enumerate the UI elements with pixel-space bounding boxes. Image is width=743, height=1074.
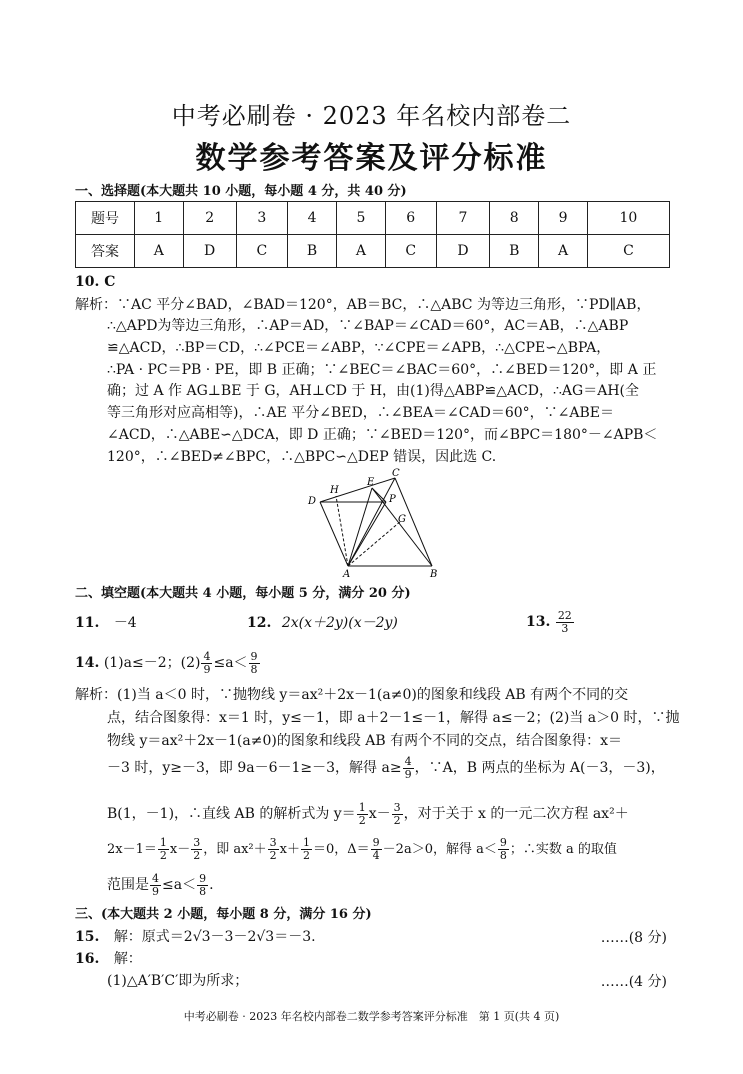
q14-line [107,868,214,902]
table-row-numbers [76,202,670,235]
q10-line: 确；过 A 作 AG⊥BE 于 G，AH⊥CD 于 H，由(1)得△ABP≌△ACD，∴AG＝AH(全 [107,383,639,399]
fraction-numerator: 4 [203,649,211,663]
fraction-denominator: 2 [193,849,201,862]
fraction-numerator: 4 [404,754,412,768]
table-cell: 6 [385,202,436,235]
q12 [247,613,398,633]
q12-number: 12. [247,615,272,631]
fraction-denominator: 8 [250,662,258,676]
table-row-label: 题号 [76,202,135,235]
table-row-label: 答案 [76,235,135,268]
q14-line [107,833,617,867]
q14-line [107,797,629,831]
fraction-numerator: 1 [358,800,366,814]
text-segment: x－ [368,806,391,822]
table-cell: A [135,235,184,268]
exam-series-title: 中考必刷卷 · 2023 年名校内部卷二 [171,102,572,130]
fraction-denominator: 2 [358,813,366,827]
q15 [75,927,316,947]
q14-line: 解析：(1)当 a＜0 时，∵抛物线 y＝ax²＋2x－1(a≠0)的图象和线段 AB 有两个不同的交 [75,687,629,703]
text-segment: 2x－1＝ [107,842,157,857]
text-segment: ＝0，Δ＝ [313,842,370,857]
q10-answer: 10. C [75,274,116,290]
label-D: D [308,496,317,507]
q14-line: 物线 y＝ax²＋2x－1(a≠0)的图象和线段 AB 有两个不同的交点，结合图象得：x＝ [107,733,623,749]
fraction-numerator: 4 [152,871,159,885]
label-C: C [392,468,400,479]
label-A: A [343,569,351,578]
fraction [158,837,169,862]
document-title: 数学参考答案及评分标准 [195,141,548,176]
table-row-answers [76,235,670,268]
q14-part-b: ≤a＜ [213,655,248,671]
q10-line: ∠ACD，∴△ABE∽△DCA，即 D 正确；∵∠BED＝120°，而∠BPC＝180°－∠APB＜ [107,427,658,443]
q11 [75,613,137,633]
fraction-numerator: 1 [159,836,167,849]
q16-number: 16. [75,951,100,967]
fraction-numerator: 3 [393,800,401,814]
q12-answer: 2x(x＋2y)(x－2y) [281,615,398,631]
text-segment: B(1，－1)，∴直线 AB 的解析式为 y＝ [107,806,356,822]
q13-number: 13. [526,614,551,630]
table-cell: C [236,235,287,268]
q16-score: ……(4 分) [600,974,667,990]
fraction-denominator: 3 [561,621,569,635]
section3-heading: 三、(本大题共 2 小题，每小题 8 分，满分 16 分) [75,907,372,922]
table-cell: A [539,235,588,268]
fraction-numerator: 9 [199,871,207,885]
q16 [75,949,142,969]
fraction-numerator: 9 [250,649,258,663]
label-G: G [398,514,406,525]
page-footer: 中考必刷卷 · 2023 年名校内部卷二数学参考答案评分标准 第 1 页(共 4 页) [183,1010,560,1023]
table-cell: 7 [436,202,489,235]
text-segment: －2a＞0，解得 a＜ [382,842,497,857]
fraction [357,802,368,827]
text-segment: x－ [169,842,191,857]
fraction-numerator: 3 [269,836,277,849]
table-cell: 1 [135,202,184,235]
table-cell: B [490,235,539,268]
q10-line: 解析：∵AC 平分∠BAD，∠BAD＝120°，AB＝BC，∴△ABC 为等边三角形，∵PD∥AB， [75,297,651,313]
table-cell: B [287,235,336,268]
fraction [197,873,208,898]
label-P: P [389,494,396,505]
table-cell: 10 [587,202,669,235]
q15-number: 15. [75,929,100,945]
fraction [191,837,202,862]
q10-line: ∴PA · PC＝PB · PE，即 B 正确；∵∠BEC＝∠BAC＝60°，∴∠BED＝120°，即 A 正 [107,362,657,378]
text-segment: －3 时，y≥－3，即 9a－6－1≥－3，解得 a≥ [107,760,402,776]
fraction [201,651,212,676]
text-segment: ，即 ax²＋ [203,842,267,857]
fraction [249,651,260,676]
text-segment: ，对于关于 x 的一元二次方程 ax²＋ [403,806,629,822]
table-cell: C [385,235,436,268]
fraction [498,837,509,862]
fraction [268,837,279,862]
q14-answer [75,648,261,678]
q14-number: 14. [75,655,100,671]
q15-solution: 解：原式＝2√3－3－2√3＝－3. [113,929,316,945]
label-B: B [430,569,438,578]
table-cell: 5 [337,202,386,235]
table-cell: D [183,235,236,268]
table-cell: C [587,235,669,268]
fraction [150,873,161,898]
section1-heading: 一、选择题(本大题共 10 小题，每小题 4 分，共 40 分) [75,184,407,199]
text-segment: ，∵A，B 两点的坐标为 A(－3，－3)， [414,760,665,776]
fraction-denominator: 2 [269,849,277,862]
table-cell: A [337,235,386,268]
q13-fraction [556,610,574,635]
fraction-numerator: 3 [193,836,201,849]
label-E: E [367,477,375,488]
table-cell: 8 [490,202,539,235]
q10-line: 等三角形对应高相等)，∴AE 平分∠BED，∴∠BEA＝∠CAD＝60°，∵∠ABE＝ [107,405,614,421]
fraction-denominator: 4 [372,849,380,862]
geometry-figure [300,466,450,578]
table-cell: 2 [183,202,236,235]
text-segment: ≤a＜ [162,877,197,893]
fraction [403,756,414,781]
q16-solution-head: 解： [113,951,142,967]
q10-line: 120°，∴∠BED≠∠BPC，∴△BPC∽△DEP 错误，因此选 C. [107,449,497,465]
q11-answer: －4 [113,615,137,631]
fraction-numerator: 22 [557,608,572,622]
fraction [392,802,403,827]
q11-number: 11. [75,615,100,631]
fraction-denominator: 2 [393,813,401,827]
q10-line: ∴△APD为等边三角形，∴AP＝AD，∵∠BAP＝∠CAD＝60°，AC＝AB，∴△ABP [107,318,629,334]
fraction-denominator: 2 [303,849,310,862]
section2-heading: 二、填空题(本大题共 4 小题，每小题 5 分，满分 20 分) [75,586,411,601]
table-cell: 3 [236,202,287,235]
fraction-numerator: 9 [499,836,507,849]
table-cell: 9 [539,202,588,235]
fraction-denominator: 8 [199,884,207,898]
text-segment: x＋ [279,842,300,857]
table-cell: D [436,235,489,268]
fraction-numerator: 9 [372,836,380,849]
q14-line [107,751,665,785]
fraction-denominator: 9 [152,884,159,898]
fraction-denominator: 8 [499,849,507,862]
q13 [526,604,575,640]
text-segment: ；∴实数 a 的取值 [509,842,617,857]
fraction [301,837,312,862]
q14-part-a: (1)a≤－2；(2) [103,655,201,671]
table-cell: 4 [287,202,336,235]
q14-line: 点，结合图象得：x＝1 时，y≤－1，即 a＋2－1≤－1，解得 a≤－2；(2)当 a＞0 时，∵抛 [107,710,680,726]
fraction-denominator: 9 [203,662,211,676]
fraction-numerator: 1 [303,836,310,849]
fraction-denominator: 9 [404,767,412,781]
answer-table [75,201,670,268]
q15-score: ……(8 分) [600,930,667,946]
q16-part1: (1)△A′B′C′即为所求； [107,973,249,989]
label-H: H [330,485,339,496]
q10-line: ≌△ACD，∴BP＝CD，∴∠PCE＝∠ABP，∵∠CPE＝∠APB，∴△CPE∽△BPA， [107,340,611,356]
text-segment: . [209,877,214,893]
fraction [371,837,382,862]
fraction-denominator: 2 [159,849,167,862]
text-segment: 范围是 [107,877,149,893]
